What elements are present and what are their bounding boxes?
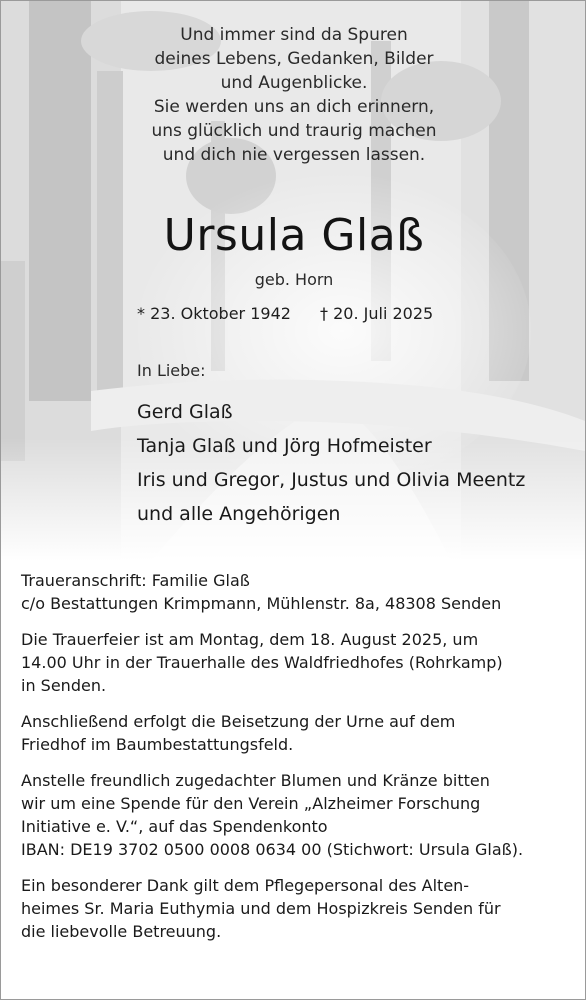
- life-dates: [137, 302, 433, 326]
- poem-line: uns glücklich und traurig machen: [151, 121, 437, 141]
- address-line: Traueranschrift: Familie Glaß: [21, 571, 250, 590]
- donation-text: [21, 769, 577, 861]
- notice-information: [21, 569, 577, 956]
- text-line: heimes Sr. Maria Euthymia und dem Hospizkreis Senden für: [21, 899, 501, 918]
- maiden-name: geb. Horn: [254, 270, 334, 289]
- mourners-intro: In Liebe:: [137, 361, 206, 380]
- text-line: Anschließend erfolgt die Beisetzung der Urne auf dem: [21, 712, 456, 731]
- poem-line: deines Lebens, Gedanken, Bilder: [154, 49, 434, 69]
- memorial-poem: [1, 23, 586, 167]
- birth-date: * 23. Oktober 1942: [137, 304, 291, 323]
- iban-line: IBAN: DE19 3702 0500 0008 0634 00 (Stichwort: Ursula Glaß).: [21, 840, 524, 859]
- funeral-service-text: [21, 628, 577, 697]
- poem-line: und dich nie vergessen lassen.: [162, 145, 426, 165]
- poem-line: Und immer sind da Spuren: [180, 25, 408, 45]
- deceased-name: Ursula Glaß: [163, 210, 425, 261]
- mourner-name: und alle Angehörigen: [137, 503, 341, 525]
- death-date: † 20. Juli 2025: [320, 304, 434, 323]
- mourning-address: [21, 569, 577, 615]
- poem-line: und Augenblicke.: [220, 73, 368, 93]
- text-line: Initiative e. V.“, auf das Spendenkonto: [21, 817, 328, 836]
- burial-text: [21, 710, 577, 756]
- mourner-name: Gerd Glaß: [137, 401, 233, 423]
- thanks-text: [21, 874, 577, 943]
- address-line: c/o Bestattungen Krimpmann, Mühlenstr. 8a, 48308 Senden: [21, 594, 502, 613]
- text-line: in Senden.: [21, 676, 107, 695]
- mourner-name: Tanja Glaß und Jörg Hofmeister: [137, 435, 432, 457]
- text-line: 14.00 Uhr in der Trauerhalle des Waldfriedhofes (Rohrkamp): [21, 653, 503, 672]
- poem-line: Sie werden uns an dich erinnern,: [153, 97, 435, 117]
- text-line: Ein besonderer Dank gilt dem Pflegepersonal des Alten-: [21, 876, 470, 895]
- text-line: Friedhof im Baumbestattungsfeld.: [21, 735, 294, 754]
- text-line: die liebevolle Betreuung.: [21, 922, 222, 941]
- text-line: wir um eine Spende für den Verein „Alzheimer Forschung: [21, 794, 481, 813]
- notice-content: [1, 1, 585, 999]
- text-line: Die Trauerfeier ist am Montag, dem 18. August 2025, um: [21, 630, 479, 649]
- text-line: Anstelle freundlich zugedachter Blumen und Kränze bitten: [21, 771, 490, 790]
- mourner-name: Iris und Gregor, Justus und Olivia Meentz: [137, 469, 526, 491]
- mourners-list: [137, 395, 525, 531]
